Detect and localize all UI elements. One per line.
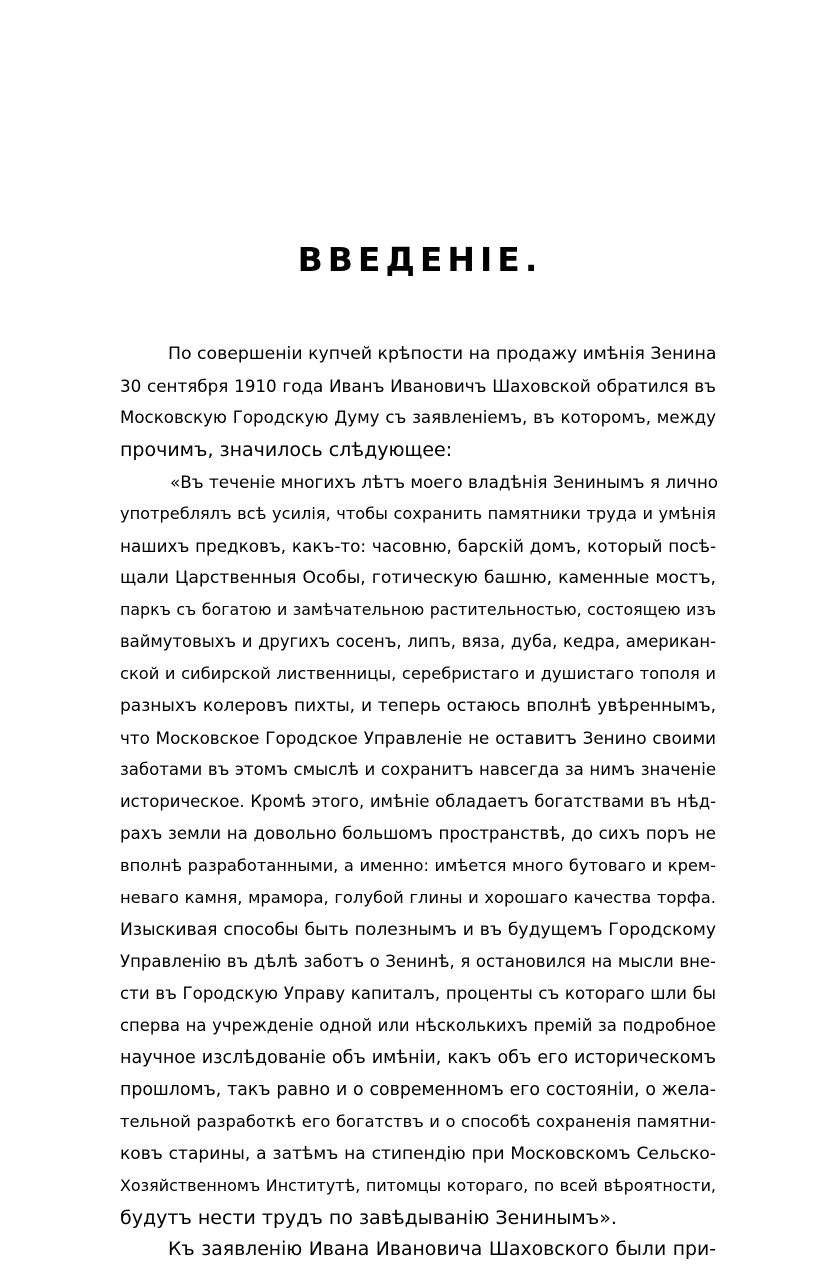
text-line: прошломъ, такъ равно и о современномъ его состоянiи, о жела- <box>120 1080 716 1100</box>
text-line: вполнѣ разработанными, а именно: имѣется много бутоваго и крем- <box>120 856 716 875</box>
text-line: заботами въ этомъ смыслѣ и сохранитъ навсегда за нимъ значенiе <box>120 760 716 779</box>
text-line: разныхъ колеровъ пихты, и теперь остаюсь вполнѣ увѣреннымъ, <box>120 696 716 716</box>
text-line: сперва на учрежденiе одной или нѣсколькихъ премiй за подробное <box>120 1016 716 1035</box>
text-line: Управленiю въ дѣлѣ заботъ о Зенинѣ, я остановился на мысли вне- <box>120 952 716 971</box>
text-line: историческое. Кромѣ этого, имѣнiе обладаетъ богатствами въ нѣд- <box>120 792 716 811</box>
text-line: прочимъ, значилось слѣдующее: <box>120 439 453 461</box>
text-line: тельной разработкѣ его богатствъ и о способѣ сохраненiя памятни- <box>120 1112 716 1131</box>
text-line: научное изслѣдованiе объ имѣнiи, какъ объ его историческомъ <box>120 1048 716 1068</box>
text-line: щали Царственныя Особы, готическую башню, каменные мостъ, <box>120 568 716 588</box>
text-line: будутъ нести трудъ по завѣдыванiю Зенинымъ». <box>120 1207 617 1229</box>
text-line: рахъ земли на довольно большомъ пространствѣ, до сихъ поръ не <box>120 824 716 843</box>
text-line: употреблялъ всѣ усилiя, чтобы сохранить памятники труда и умѣнiя <box>120 504 716 523</box>
text-line: По совершенiи купчей крѣпости на продажу имѣнiя Зенина <box>168 344 717 364</box>
text-line: ковъ старины, а затѣмъ на стипендiю при Московскомъ Сельско- <box>120 1144 716 1164</box>
text-line: Къ заявленiю Ивана Ивановича Шаховского были при- <box>168 1239 716 1260</box>
text-line: неваго камня, мрамора, голубой глины и хорошаго качества торфа. <box>120 888 716 907</box>
text-line: Московскую Городскую Думу съ заявленiемъ, въ которомъ, между <box>120 408 716 427</box>
text-line: ской и сибирской лиственницы, серебристаго и душистаго тополя и <box>120 664 716 683</box>
body-text <box>120 338 719 1266</box>
text-line: паркъ съ богатою и замѣчательною растительностью, состоящею изъ <box>120 600 716 619</box>
text-line: Изыскивая способы быть полезнымъ и въ будущемъ Городскому <box>120 920 716 940</box>
page-title: ВВЕДЕНIЕ. <box>297 240 543 279</box>
text-line: сти въ Городскую Управу капиталъ, проценты съ котораго шли бы <box>120 984 716 1003</box>
text-line: нашихъ предковъ, какъ-то: часовню, барскiй домъ, который посѣ- <box>120 536 716 556</box>
text-line: что Московское Городское Управленiе не оставитъ Зенино своими <box>120 728 716 748</box>
text-line: ваймутовыхъ и другихъ сосенъ, липъ, вяза, дуба, кедра, американ- <box>120 632 716 651</box>
text-line: Хозяйственномъ Институтѣ, питомцы котораго, по всей вѣроятности, <box>120 1176 716 1195</box>
text-line: 30 сентября 1910 года Иванъ Ивановичъ Шаховской обратился въ <box>120 376 716 396</box>
text-line: «Въ теченiе многихъ лѣтъ моего владѣнiя Зенинымъ я лично <box>170 472 719 492</box>
